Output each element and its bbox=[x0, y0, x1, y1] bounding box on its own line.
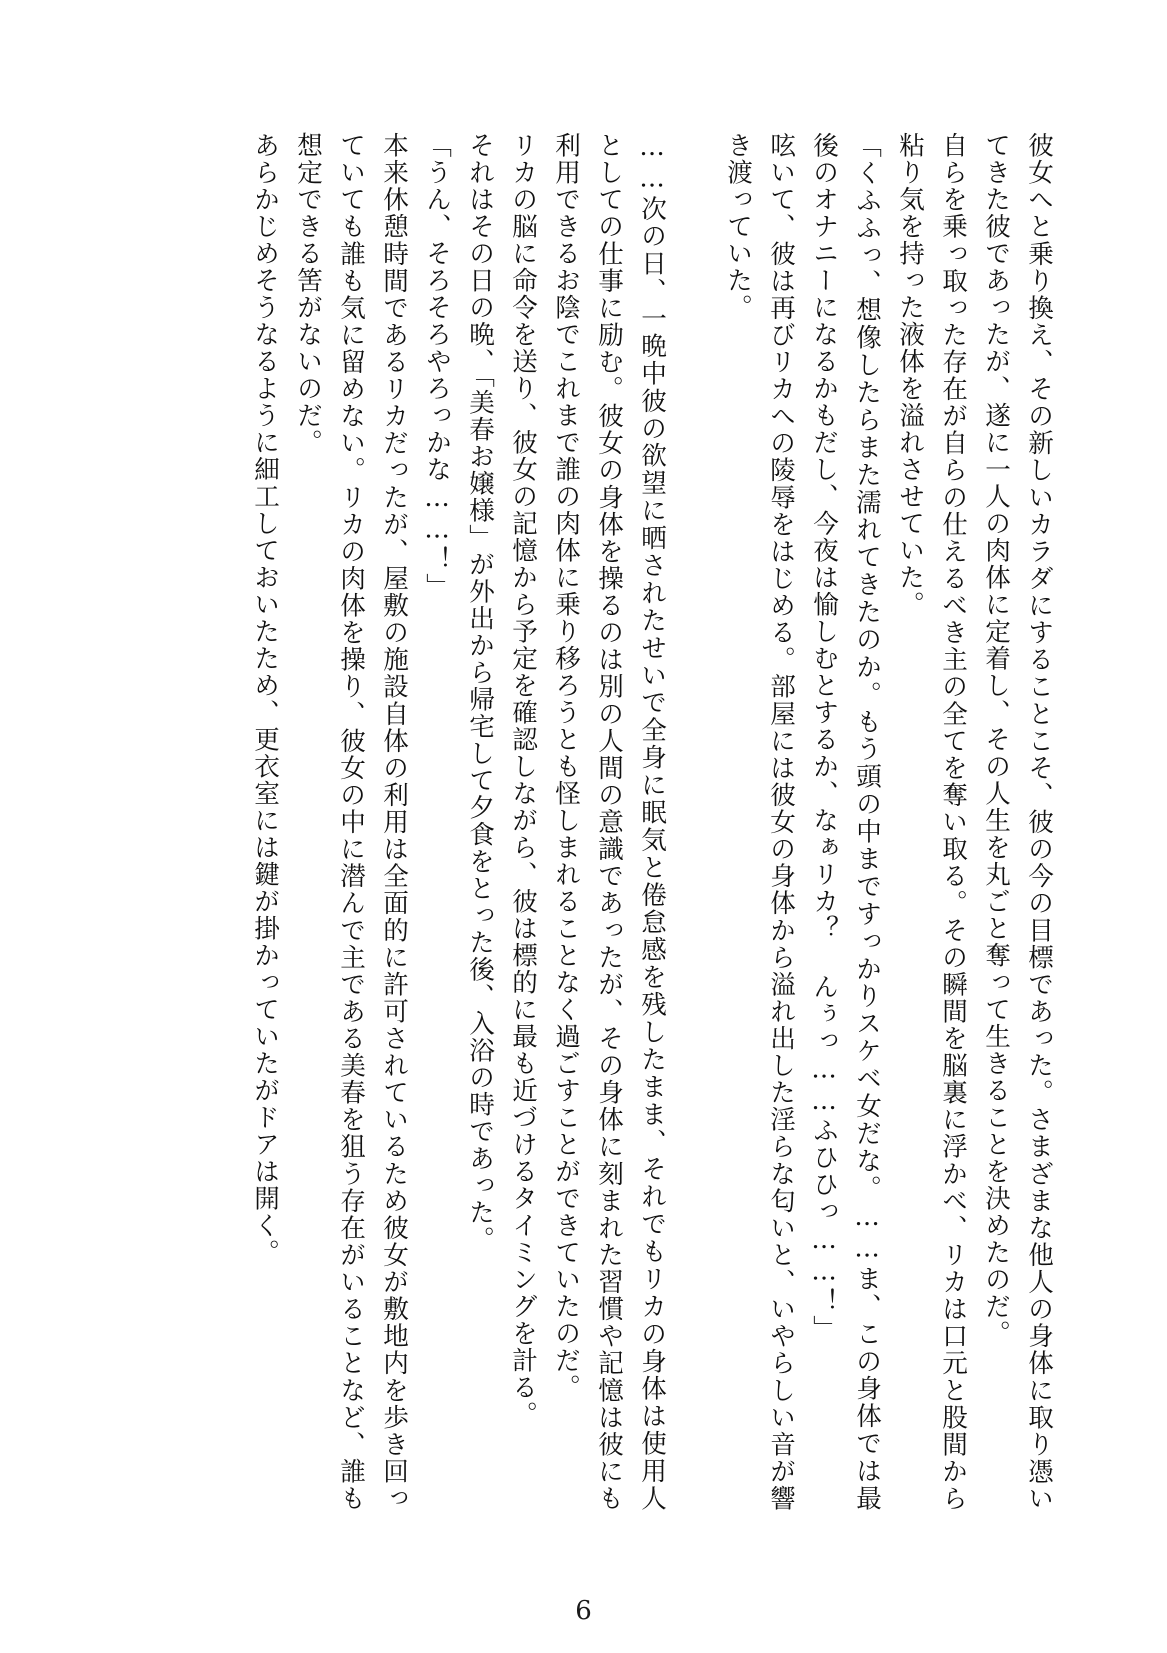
paragraph: 自らを乗っ取った存在が自らの仕えるべき主の全てを奪い取る。その瞬間を脳裏に浮かべ、リカは口元と股間から粘り気を持った液体を溢れさせていた。 bbox=[895, 132, 968, 1512]
vertical-text-body bbox=[148, 132, 1060, 1512]
paragraph: 彼女へと乗り換え、その新しいカラダにすることこそ、彼の今の目標であった。さまざまな他人の身体に取り憑いてきた彼であったが、遂に一人の肉体に定着し、その人生を丸ごと奪って生きることを決めたのだ。 bbox=[981, 132, 1054, 1512]
paragraph-block-two bbox=[243, 132, 673, 1512]
blank-line bbox=[673, 132, 716, 1512]
paragraph: それはその日の晩、「美春お嬢様」が外出から帰宅して夕食をとった後、入浴の時であった。 bbox=[465, 132, 495, 1254]
section-break bbox=[673, 132, 716, 1512]
paragraph: リカの脳に命令を送り、彼女の記憶から予定を確認しながら、彼は標的に最も近づけるタイミングを計る。 bbox=[508, 132, 538, 1428]
page-number: 6 bbox=[575, 1596, 592, 1626]
paragraph: ……次の日、一晩中彼の欲望に晒されたせいで全身に眠気と倦怠感を残したまま、それでもリカの身体は使用人としての仕事に励む。彼女の身体を操るのは別の人間の意識であったが、その身体に刻まれた習慣や記憶は彼にも利用できるお陰でこれまで誰の肉体に乗り移ろうとも怪しまれることなく過ごすことができていたのだ。 bbox=[551, 132, 667, 1512]
paragraph: 「くふふっ、想像したらまた濡れてきたのか。もう頭の中まですっかりスケベ女だな。……ま、この身体では最後のオナニーになるかもだし、今夜は愉しむとするか、なぁリカ？ んぅっ……ふひひっ……！」 bbox=[809, 132, 882, 1512]
paragraph: あらかじめそうなるように細工しておいたため、更衣室には鍵が掛かっていたがドアは開く。 bbox=[250, 132, 280, 1266]
paragraph: 本来休憩時間であるリカだったが、屋敷の施設自体の利用は全面的に許可されているため彼女が敷地内を歩き回っていても誰も気に留めない。リカの肉体を操り、彼女の中に潜んで主である美春を狙う存在がいることなど、誰も想定できる筈がないのだ。 bbox=[293, 132, 409, 1512]
paragraph: 「うん、そろそろやろっかな……！」 bbox=[422, 132, 452, 600]
paragraph-block-one bbox=[716, 132, 1060, 1512]
paragraph: 呟いて、彼は再びリカへの陵辱をはじめる。部屋には彼女の身体から溢れ出した淫らな匂いと、いやらしい音が響き渡っていた。 bbox=[723, 132, 796, 1512]
